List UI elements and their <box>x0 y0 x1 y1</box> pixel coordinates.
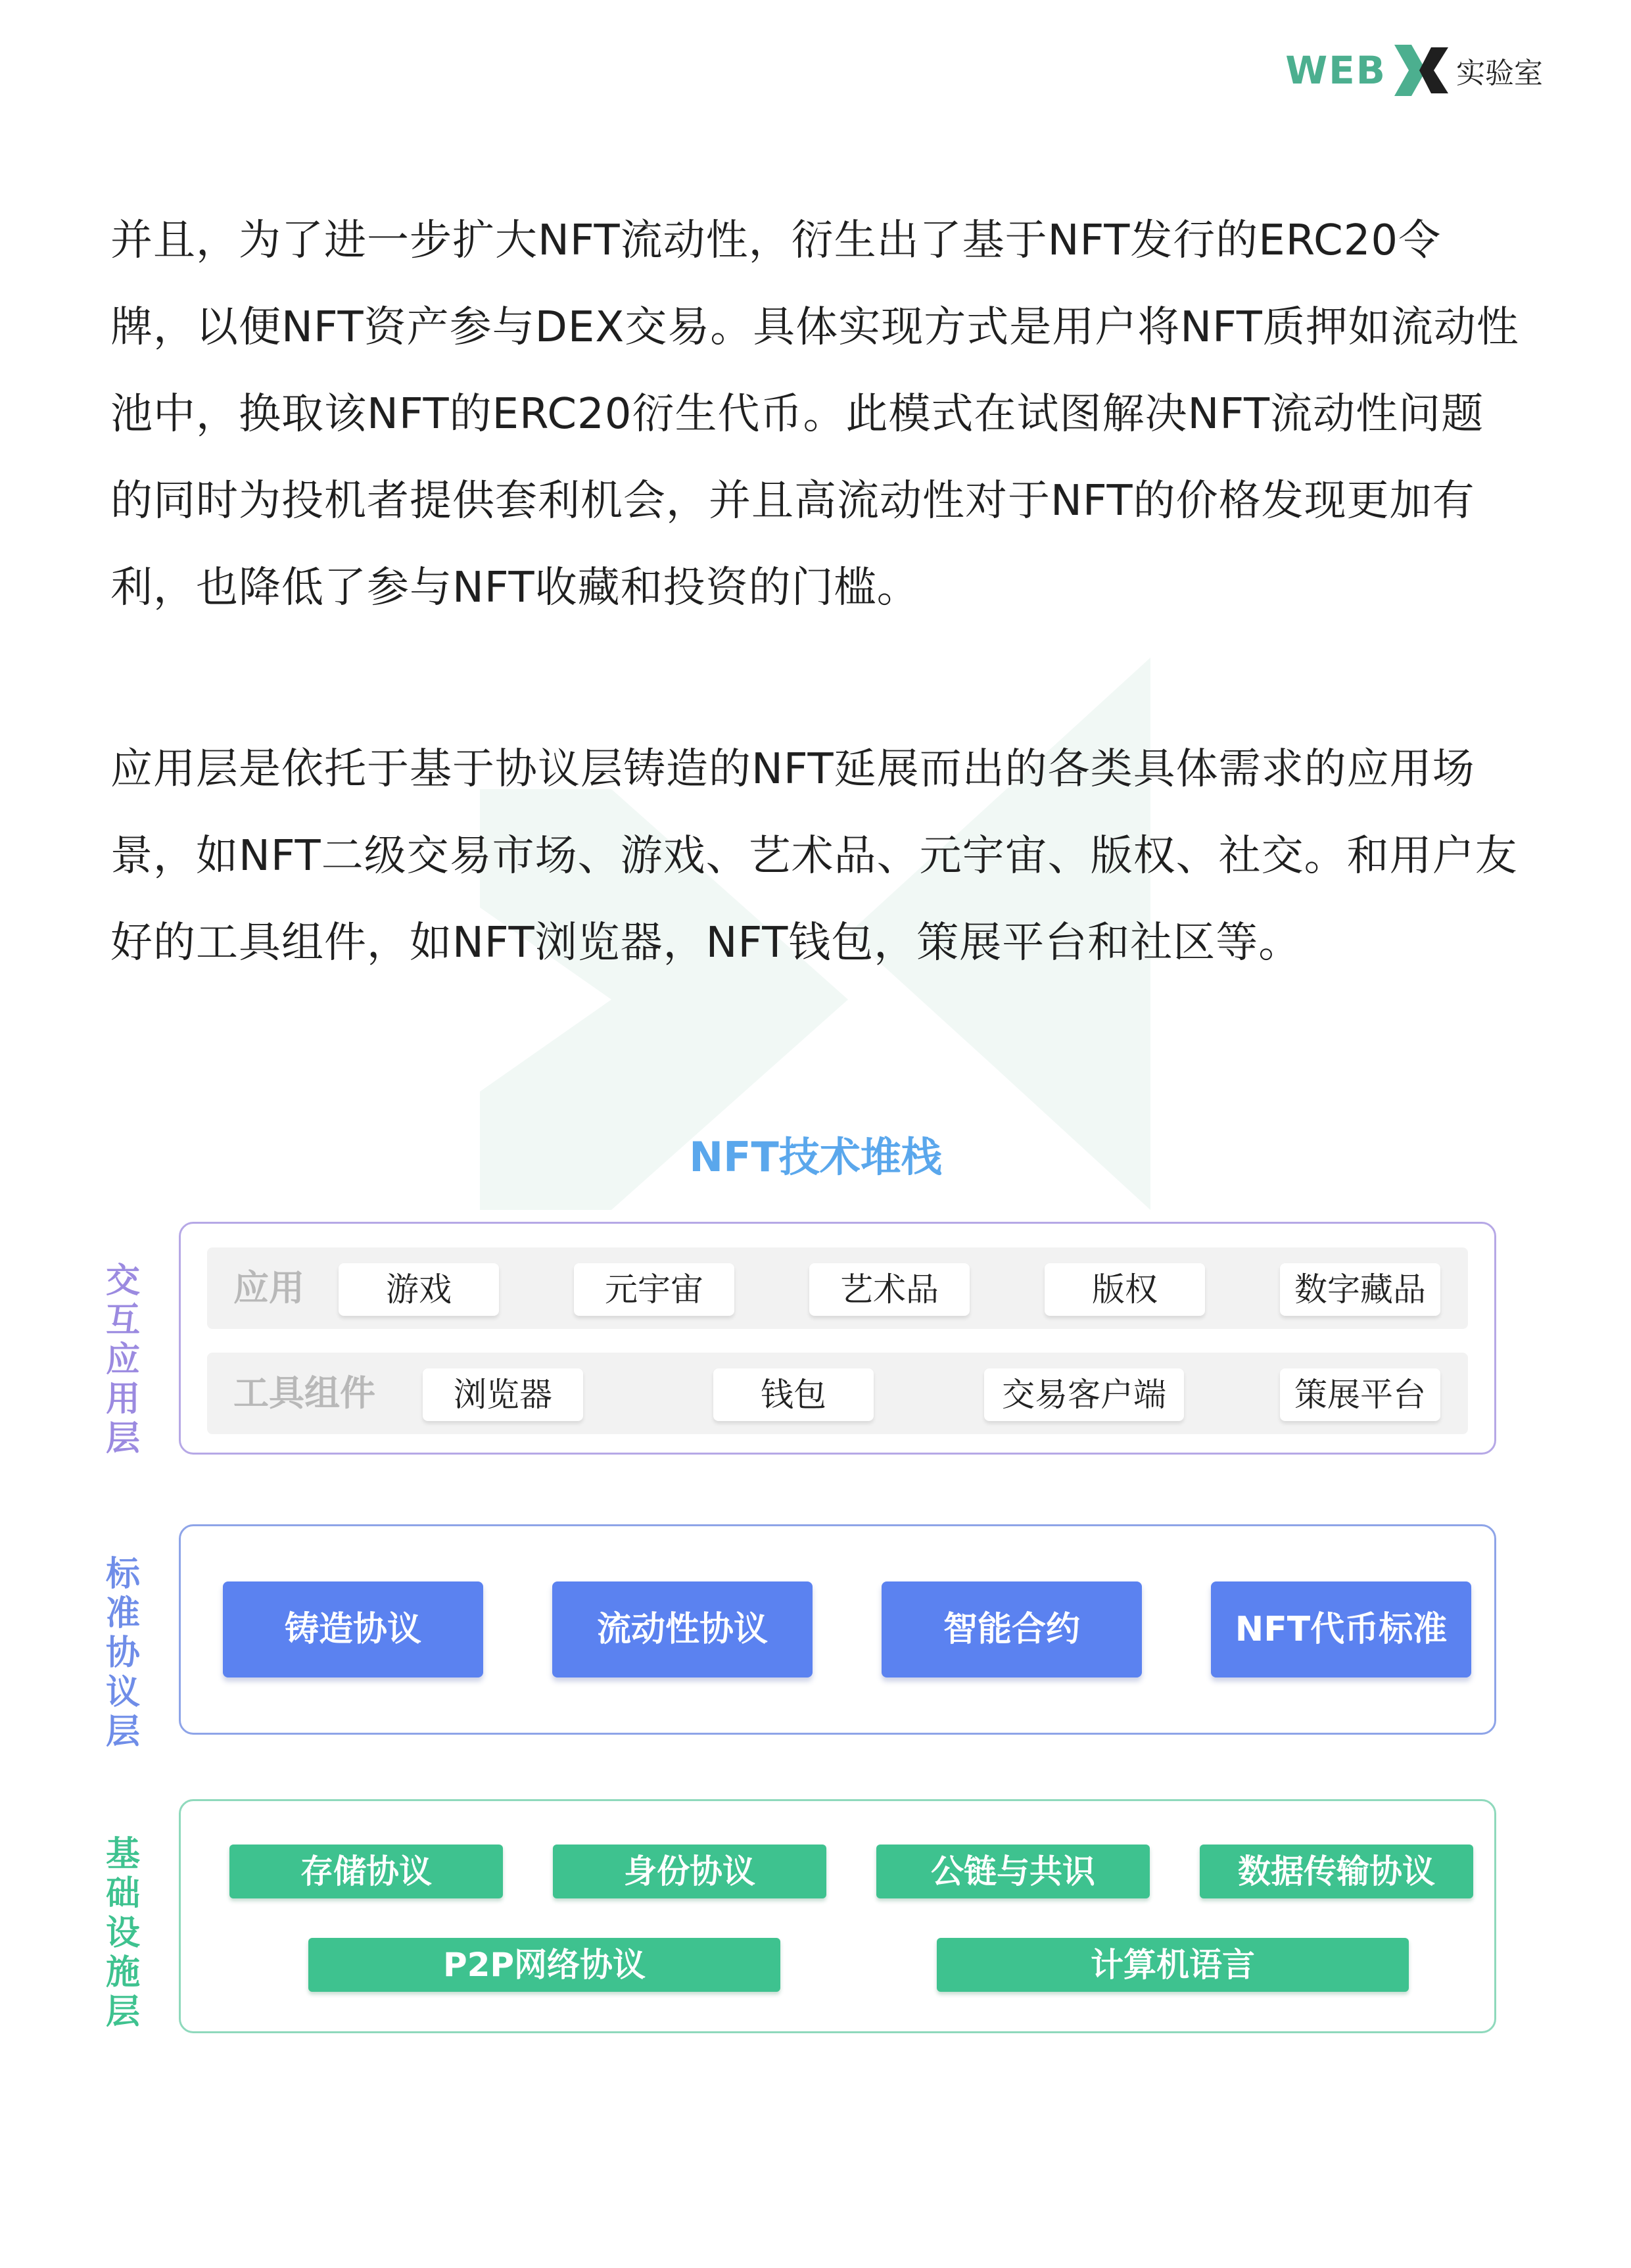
infrastructure-layer-panel <box>179 1799 1496 2033</box>
brand-logo <box>1285 41 1543 100</box>
chip-copyright: 版权 <box>1045 1263 1205 1316</box>
application-row <box>207 1247 1468 1329</box>
public-chain-consensus-box: 公链与共识 <box>876 1845 1150 1898</box>
data-transfer-protocol-box: 数据传输协议 <box>1200 1845 1473 1898</box>
nft-token-standard-box: NFT代币标准 <box>1211 1581 1471 1677</box>
storage-protocol-box: 存储协议 <box>229 1845 503 1898</box>
logo-lab-text: 实验室 <box>1456 57 1543 90</box>
logo-web-text: WEB <box>1285 48 1386 93</box>
protocol-layer-panel <box>179 1524 1496 1735</box>
diagram-title: NFT技术堆栈 <box>689 1133 942 1181</box>
interaction-layer-panel <box>179 1222 1496 1455</box>
layer-label-infrastructure: 基础设施层 <box>105 1835 140 2032</box>
application-row-title: 应用 <box>233 1267 304 1309</box>
chip-trading-client: 交易客户端 <box>984 1368 1184 1421</box>
chip-browser: 浏览器 <box>423 1368 583 1421</box>
chip-game: 游戏 <box>339 1263 499 1316</box>
paragraph-application-layer: 应用层是依托于基于协议层铸造的NFT延展而出的各类具体需求的应用场景，如NFT二级交易市场、游戏、艺术品、元宇宙、版权、社交。和用户友好的工具组件，如NFT浏览器，NFT钱包，策展平台和社区等。 <box>110 745 1518 967</box>
liquidity-protocol-box: 流动性协议 <box>552 1581 813 1677</box>
tools-row-title: 工具组件 <box>233 1372 375 1414</box>
chip-wallet: 钱包 <box>713 1368 874 1421</box>
identity-protocol-box: 身份协议 <box>553 1845 826 1898</box>
chip-artwork: 艺术品 <box>809 1263 970 1316</box>
chip-digital-collectible: 数字藏品 <box>1280 1263 1440 1316</box>
p2p-network-protocol-box: P2P网络协议 <box>308 1938 780 1992</box>
layer-label-protocol: 标准协议层 <box>105 1555 140 1752</box>
chip-metaverse: 元宇宙 <box>574 1263 734 1316</box>
minting-protocol-box: 铸造协议 <box>223 1581 483 1677</box>
smart-contract-box: 智能合约 <box>882 1581 1142 1677</box>
computer-language-box: 计算机语言 <box>937 1938 1409 1992</box>
logo-x-icon <box>1392 41 1451 100</box>
paragraph-liquidity: 并且，为了进一步扩大NFT流动性，衍生出了基于NFT发行的ERC20令牌，以便NFT资产参与DEX交易。具体实现方式是用户将NFT质押如流动性池中，换取该NFT的ERC20衍生代币。此模式在试图解决NFT流动性问题的同时为投机者提供套利机会，并且高流动性对于NFT的价格发现更加有利，也降低了参与NFT收藏和投资的门槛。 <box>110 216 1519 612</box>
chip-curation-platform: 策展平台 <box>1280 1368 1440 1421</box>
tools-row <box>207 1353 1468 1434</box>
layer-label-interaction: 交互应用层 <box>105 1261 140 1459</box>
